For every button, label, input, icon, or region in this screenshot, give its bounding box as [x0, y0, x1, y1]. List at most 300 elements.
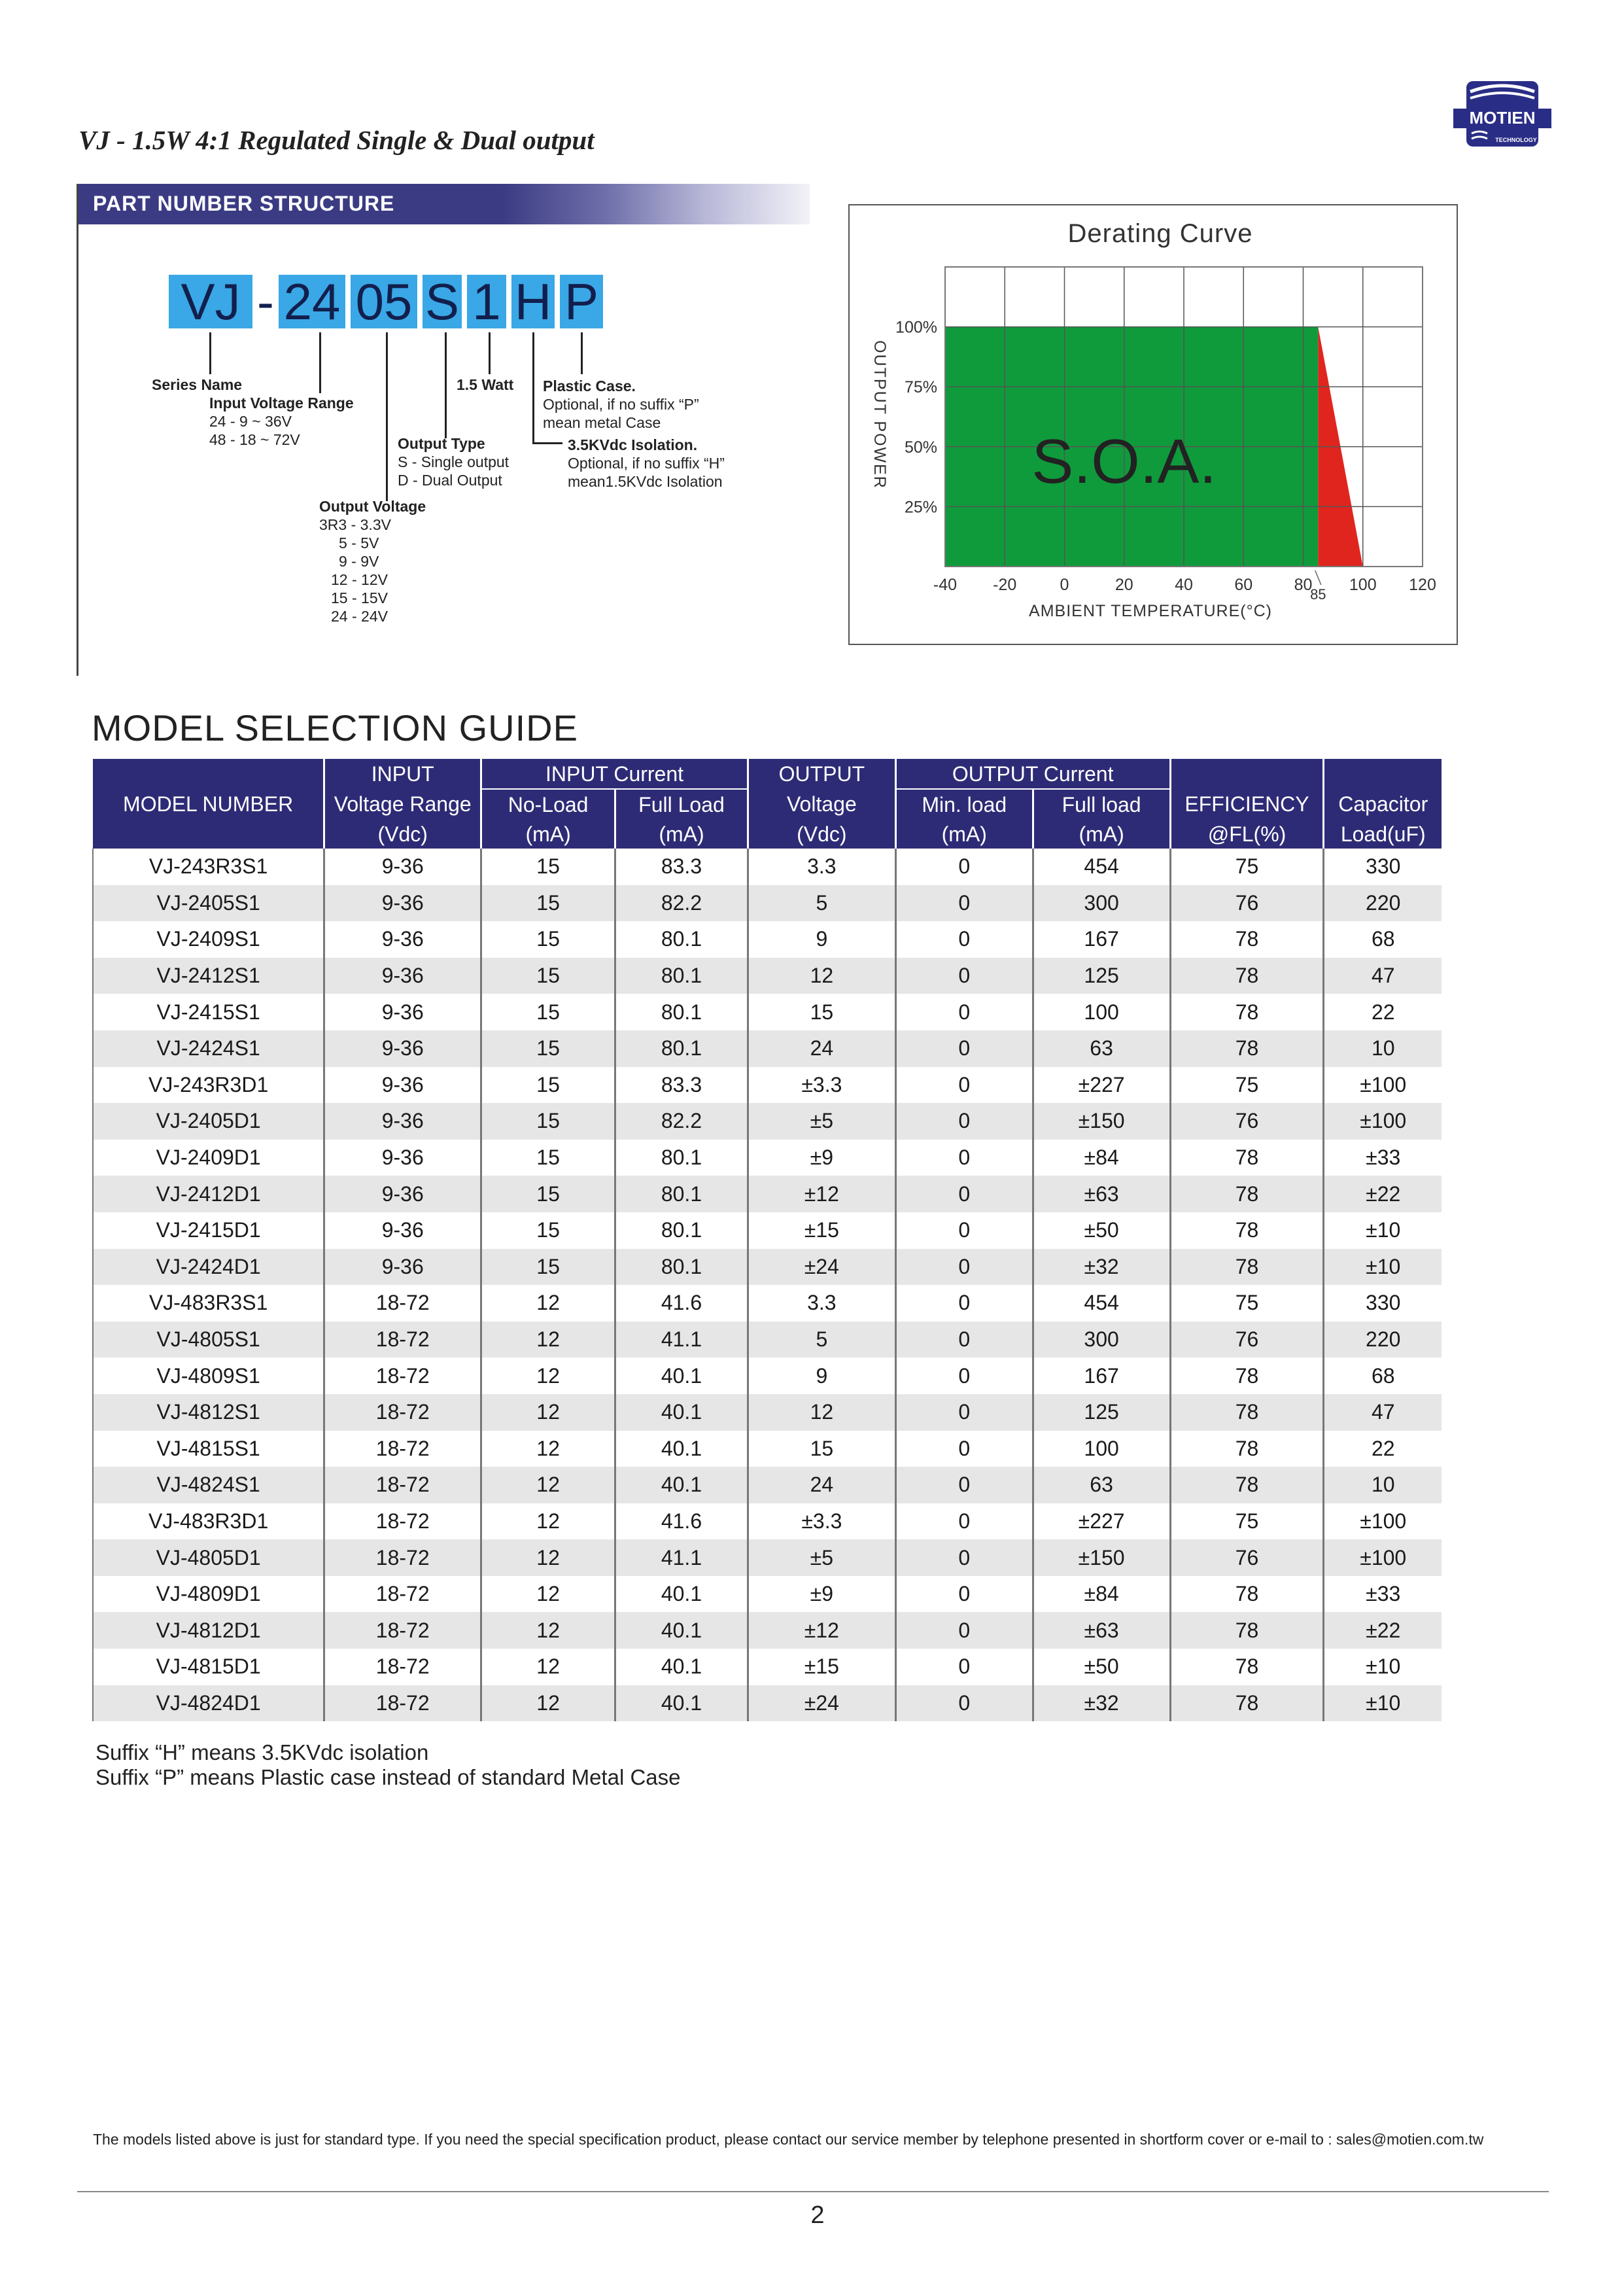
soa-annotation: S.O.A. [1031, 426, 1217, 497]
connector-isolation [532, 332, 534, 444]
cell-model: VJ-483R3S1 [93, 1285, 324, 1322]
cell-output-voltage: ±12 [748, 1612, 895, 1649]
table-row [93, 1539, 1442, 1576]
cell-model: VJ-4824S1 [93, 1467, 324, 1503]
table-row [93, 1576, 1442, 1613]
y-axis-ticks [895, 319, 937, 517]
header-input: INPUT [324, 759, 481, 789]
header-blank [93, 759, 324, 789]
header-output-unit: (Vdc) [748, 819, 895, 849]
cell-model: VJ-243R3D1 [93, 1067, 324, 1104]
cell-capacitor: ±10 [1324, 1212, 1442, 1249]
cell-fullload: 82.2 [615, 1103, 748, 1140]
cell-output-full-load: ±50 [1033, 1649, 1170, 1685]
header-ofull-unit: (mA) [1033, 819, 1170, 849]
cell-output-full-load: 63 [1033, 1467, 1170, 1503]
cell-model: VJ-2409D1 [93, 1140, 324, 1176]
cell-model: VJ-2415S1 [93, 994, 324, 1030]
cell-output-full-load: 300 [1033, 885, 1170, 922]
cell-model: VJ-4805S1 [93, 1322, 324, 1358]
model-table-body [93, 849, 1442, 1721]
cell-input-range: 9-36 [324, 1103, 481, 1140]
cell-capacitor: 68 [1324, 921, 1442, 958]
cell-input-range: 9-36 [324, 885, 481, 922]
cell-input-range: 9-36 [324, 1067, 481, 1104]
cell-efficiency: 78 [1170, 994, 1324, 1030]
cell-noload: 12 [481, 1503, 615, 1540]
cell-output-voltage: ±3.3 [748, 1067, 895, 1104]
cell-efficiency: 78 [1170, 1140, 1324, 1176]
cell-min-load: 0 [895, 921, 1033, 958]
x-tick-label: 60 [1234, 576, 1253, 594]
cell-output-voltage: 5 [748, 885, 895, 922]
cell-min-load: 0 [895, 1358, 1033, 1394]
connector-input [319, 332, 321, 393]
cell-model: VJ-4815D1 [93, 1649, 324, 1685]
header-noload-unit: (mA) [481, 819, 615, 849]
header-input-current: INPUT Current [481, 759, 748, 789]
header-output-full-load: Full load [1033, 789, 1170, 819]
cell-noload: 12 [481, 1431, 615, 1467]
x-tick-label: 85 [1310, 586, 1326, 603]
cell-noload: 15 [481, 1140, 615, 1176]
connector-series [209, 332, 211, 374]
cell-capacitor: ±22 [1324, 1612, 1442, 1649]
cell-output-voltage: 9 [748, 1358, 895, 1394]
cell-min-load: 0 [895, 1612, 1033, 1649]
cell-input-range: 9-36 [324, 1030, 481, 1067]
cell-capacitor: ±33 [1324, 1576, 1442, 1613]
table-row [93, 1212, 1442, 1249]
cell-model: VJ-2405S1 [93, 885, 324, 922]
derating-curve-chart [848, 204, 1458, 645]
cell-noload: 15 [481, 958, 615, 994]
cell-input-range: 18-72 [324, 1539, 481, 1576]
cell-output-voltage: ±5 [748, 1539, 895, 1576]
connector-isolation-arm [532, 442, 562, 444]
cell-output-full-load: 454 [1033, 1285, 1170, 1322]
cell-input-range: 9-36 [324, 1140, 481, 1176]
x-tick-label: 20 [1114, 576, 1133, 594]
cell-model: VJ-4824D1 [93, 1685, 324, 1722]
cell-fullload: 40.1 [615, 1431, 748, 1467]
cell-capacitor: 22 [1324, 994, 1442, 1030]
suffix-notes [95, 1740, 680, 1790]
cell-efficiency: 75 [1170, 1067, 1324, 1104]
cell-min-load: 0 [895, 1467, 1033, 1503]
cell-noload: 12 [481, 1576, 615, 1613]
cell-output-voltage: ±24 [748, 1685, 895, 1722]
cell-efficiency: 76 [1170, 1322, 1324, 1358]
cell-output-full-load: ±150 [1033, 1103, 1170, 1140]
cell-fullload: 80.1 [615, 1249, 748, 1286]
cell-fullload: 80.1 [615, 994, 748, 1030]
cell-fullload: 41.1 [615, 1539, 748, 1576]
header-efficiency: EFFICIENCY [1170, 789, 1324, 819]
table-row [93, 1467, 1442, 1503]
suffix-p-note: Suffix “P” means Plastic case instead of standard Metal Case [95, 1765, 681, 1789]
cell-output-full-load: 100 [1033, 994, 1170, 1030]
header-minload-unit: (mA) [895, 819, 1033, 849]
cell-fullload: 40.1 [615, 1358, 748, 1394]
cell-output-voltage: 12 [748, 958, 895, 994]
cell-efficiency: 75 [1170, 1503, 1324, 1540]
code-watt-1: 1 [467, 275, 506, 328]
header-cap-unit: Load(uF) [1324, 819, 1442, 849]
cell-output-full-load: ±32 [1033, 1249, 1170, 1286]
cell-model: VJ-4812D1 [93, 1612, 324, 1649]
cell-min-load: 0 [895, 1431, 1033, 1467]
y-tick-label: 25% [904, 498, 937, 517]
cell-min-load: 0 [895, 1212, 1033, 1249]
cell-model: VJ-2415D1 [93, 1212, 324, 1249]
cell-fullload: 80.1 [615, 958, 748, 994]
chart-title: Derating Curve [1067, 219, 1253, 248]
cell-input-range: 9-36 [324, 1212, 481, 1249]
cell-noload: 12 [481, 1322, 615, 1358]
label-output-24: 24 - 24V [331, 608, 388, 625]
cell-min-load: 0 [895, 1285, 1033, 1322]
cell-input-range: 18-72 [324, 1322, 481, 1358]
header-output-current: OUTPUT Current [895, 759, 1170, 789]
label-output-type-d: D - Dual Output [398, 472, 502, 489]
cell-efficiency: 78 [1170, 1176, 1324, 1212]
cell-efficiency: 75 [1170, 1285, 1324, 1322]
label-output-3r3: 3R3 - 3.3V [319, 516, 391, 533]
header-fullload-unit: (mA) [615, 819, 748, 849]
motien-logo [1453, 77, 1551, 150]
cell-output-full-load: 454 [1033, 849, 1170, 885]
cell-min-load: 0 [895, 1539, 1033, 1576]
model-selection-table [92, 759, 1442, 1721]
cell-noload: 15 [481, 885, 615, 922]
code-series-vj: VJ [169, 275, 252, 328]
cell-min-load: 0 [895, 1067, 1033, 1104]
header-model-number: MODEL NUMBER [93, 789, 324, 819]
cell-fullload: 41.6 [615, 1503, 748, 1540]
cell-fullload: 41.6 [615, 1285, 748, 1322]
cell-model: VJ-4809S1 [93, 1358, 324, 1394]
cell-efficiency: 78 [1170, 1576, 1324, 1613]
header-capacitor: Capacitor [1324, 789, 1442, 819]
cell-output-full-load: ±32 [1033, 1685, 1170, 1722]
cell-fullload: 83.3 [615, 1067, 748, 1104]
page-number: 2 [810, 2201, 825, 2229]
x-tick-label: -40 [933, 576, 958, 594]
cell-efficiency: 78 [1170, 1467, 1324, 1503]
cell-noload: 12 [481, 1358, 615, 1394]
table-row [93, 885, 1442, 922]
header-blank-cap [1324, 759, 1442, 789]
cell-output-full-load: 100 [1033, 1431, 1170, 1467]
code-output-type-s: S [423, 275, 462, 328]
cell-noload: 15 [481, 921, 615, 958]
cell-model: VJ-2412D1 [93, 1176, 324, 1212]
x-tick-85-leader [1315, 570, 1321, 585]
cell-efficiency: 78 [1170, 1212, 1324, 1249]
x-tick-label: 80 [1294, 576, 1313, 594]
label-watt: 1.5 Watt [457, 376, 514, 393]
code-input-24: 24 [279, 275, 345, 328]
cell-capacitor: ±100 [1324, 1503, 1442, 1540]
cell-capacitor: 68 [1324, 1358, 1442, 1394]
cell-model: VJ-2424S1 [93, 1030, 324, 1067]
cell-input-range: 9-36 [324, 921, 481, 958]
cell-capacitor: 220 [1324, 1322, 1442, 1358]
cell-noload: 15 [481, 1030, 615, 1067]
cell-output-voltage: 15 [748, 1431, 895, 1467]
cell-noload: 15 [481, 849, 615, 885]
cell-output-full-load: ±84 [1033, 1140, 1170, 1176]
table-row [93, 1322, 1442, 1358]
cell-output-full-load: ±227 [1033, 1503, 1170, 1540]
cell-efficiency: 78 [1170, 1394, 1324, 1431]
cell-capacitor: ±33 [1324, 1140, 1442, 1176]
label-isolation-line2: mean1.5KVdc Isolation [568, 473, 723, 490]
cell-capacitor: ±100 [1324, 1067, 1442, 1104]
cell-capacitor: ±10 [1324, 1249, 1442, 1286]
cell-min-load: 0 [895, 1176, 1033, 1212]
cell-noload: 15 [481, 1176, 615, 1212]
cell-capacitor: ±10 [1324, 1685, 1442, 1722]
header-no-load: No-Load [481, 789, 615, 819]
cell-fullload: 83.3 [615, 849, 748, 885]
cell-input-range: 18-72 [324, 1612, 481, 1649]
cell-input-range: 9-36 [324, 1176, 481, 1212]
label-output-type: Output Type [398, 435, 485, 452]
cell-min-load: 0 [895, 958, 1033, 994]
table-row [93, 1176, 1442, 1212]
cell-min-load: 0 [895, 885, 1033, 922]
header-eff-unit: @FL(%) [1170, 819, 1324, 849]
cell-fullload: 80.1 [615, 1176, 748, 1212]
label-output-12: 12 - 12V [331, 571, 388, 588]
cell-output-full-load: 63 [1033, 1030, 1170, 1067]
model-selection-guide-title: MODEL SELECTION GUIDE [92, 707, 578, 748]
cell-noload: 15 [481, 994, 615, 1030]
cell-min-load: 0 [895, 1030, 1033, 1067]
cell-input-range: 9-36 [324, 1249, 481, 1286]
cell-fullload: 40.1 [615, 1467, 748, 1503]
svg-text:TECHNOLOGY: TECHNOLOGY [1495, 137, 1537, 143]
label-series-name: Series Name [152, 376, 243, 393]
cell-noload: 15 [481, 1212, 615, 1249]
cell-output-voltage: 12 [748, 1394, 895, 1431]
cell-model: VJ-4809D1 [93, 1576, 324, 1613]
cell-noload: 12 [481, 1467, 615, 1503]
cell-efficiency: 78 [1170, 921, 1324, 958]
connector-output-voltage [386, 332, 388, 501]
connector-output-type [445, 332, 447, 438]
label-output-9: 9 - 9V [339, 553, 379, 570]
code-dash: - [257, 273, 274, 330]
cell-capacitor: 330 [1324, 849, 1442, 885]
cell-efficiency: 78 [1170, 1612, 1324, 1649]
label-plastic-case-line2: mean metal Case [543, 414, 661, 431]
cell-fullload: 40.1 [615, 1685, 748, 1722]
cell-fullload: 80.1 [615, 1030, 748, 1067]
cell-min-load: 0 [895, 1249, 1033, 1286]
cell-noload: 12 [481, 1649, 615, 1685]
x-tick-label: -20 [993, 576, 1017, 594]
cell-noload: 15 [481, 1067, 615, 1104]
label-isolation-line1: Optional, if no suffix “H” [568, 455, 725, 472]
cell-capacitor: 47 [1324, 1394, 1442, 1431]
cell-capacitor: 10 [1324, 1030, 1442, 1067]
cell-model: VJ-243R3S1 [93, 849, 324, 885]
cell-min-load: 0 [895, 994, 1033, 1030]
cell-fullload: 40.1 [615, 1612, 748, 1649]
table-row [93, 1394, 1442, 1431]
table-row [93, 1067, 1442, 1104]
x-axis-label: AMBIENT TEMPERATURE(°C) [1029, 602, 1272, 620]
cell-noload: 12 [481, 1539, 615, 1576]
table-row [93, 1103, 1442, 1140]
cell-output-voltage: 3.3 [748, 849, 895, 885]
cell-efficiency: 78 [1170, 1649, 1324, 1685]
cell-input-range: 9-36 [324, 849, 481, 885]
cell-capacitor: ±22 [1324, 1176, 1442, 1212]
connector-plastic [581, 332, 583, 374]
header-voltage-range: Voltage Range [324, 789, 481, 819]
cell-output-voltage: ±15 [748, 1649, 895, 1685]
cell-input-range: 18-72 [324, 1576, 481, 1613]
cell-min-load: 0 [895, 849, 1033, 885]
cell-noload: 12 [481, 1394, 615, 1431]
cell-output-voltage: 3.3 [748, 1285, 895, 1322]
cell-model: VJ-4815S1 [93, 1431, 324, 1467]
header-output-voltage: Voltage [748, 789, 895, 819]
cell-input-range: 18-72 [324, 1649, 481, 1685]
cell-input-range: 18-72 [324, 1503, 481, 1540]
header-min-load: Min. load [895, 789, 1033, 819]
svg-text:MOTIEN: MOTIEN [1469, 108, 1536, 128]
cell-output-full-load: ±150 [1033, 1539, 1170, 1576]
header-output: OUTPUT [748, 759, 895, 789]
cell-input-range: 9-36 [324, 958, 481, 994]
cell-output-full-load: ±227 [1033, 1067, 1170, 1104]
cell-output-voltage: ±15 [748, 1212, 895, 1249]
cell-efficiency: 76 [1170, 1103, 1324, 1140]
cell-output-voltage: ±5 [748, 1103, 895, 1140]
header-input-unit: (Vdc) [324, 819, 481, 849]
cell-min-load: 0 [895, 1503, 1033, 1540]
label-input-24: 24 - 9 ~ 36V [209, 413, 292, 430]
y-axis-label: OUTPUT POWER [871, 340, 889, 489]
cell-efficiency: 78 [1170, 1431, 1324, 1467]
cell-input-range: 9-36 [324, 994, 481, 1030]
cell-input-range: 18-72 [324, 1431, 481, 1467]
label-input-voltage-range: Input Voltage Range [209, 394, 354, 412]
cell-output-voltage: 24 [748, 1467, 895, 1503]
part-number-section-label: PART NUMBER STRUCTURE [93, 192, 395, 215]
header-blank-unit [93, 819, 324, 849]
cell-noload: 12 [481, 1285, 615, 1322]
cell-fullload: 40.1 [615, 1394, 748, 1431]
x-tick-label: 0 [1060, 576, 1069, 594]
cell-model: VJ-2424D1 [93, 1249, 324, 1286]
cell-output-voltage: ±9 [748, 1576, 895, 1613]
cell-efficiency: 76 [1170, 885, 1324, 922]
cell-output-full-load: ±63 [1033, 1612, 1170, 1649]
label-output-5: 5 - 5V [339, 534, 379, 552]
cell-output-voltage: ±24 [748, 1249, 895, 1286]
table-row [93, 1030, 1442, 1067]
cell-model: VJ-2409S1 [93, 921, 324, 958]
header-blank-eff [1170, 759, 1324, 789]
cell-model: VJ-2412S1 [93, 958, 324, 994]
x-tick-label: 40 [1175, 576, 1193, 594]
cell-capacitor: ±10 [1324, 1649, 1442, 1685]
cell-capacitor: ±100 [1324, 1539, 1442, 1576]
cell-output-full-load: ±63 [1033, 1176, 1170, 1212]
code-output-05: 05 [351, 275, 417, 328]
cell-noload: 15 [481, 1249, 615, 1286]
footer-note: The models listed above is just for standard type. If you need the special specification product, please contact our service member by telephone presented in shortform cover or e-mail to : sales@motien.com.tw [93, 2131, 1484, 2148]
cell-min-load: 0 [895, 1140, 1033, 1176]
label-output-voltage: Output Voltage [319, 498, 426, 515]
cell-input-range: 18-72 [324, 1285, 481, 1322]
cell-noload: 12 [481, 1685, 615, 1722]
cell-output-voltage: 15 [748, 994, 895, 1030]
cell-min-load: 0 [895, 1394, 1033, 1431]
cell-output-voltage: 9 [748, 921, 895, 958]
table-row [93, 1249, 1442, 1286]
table-row [93, 958, 1442, 994]
footer-divider [77, 2191, 1549, 2192]
cell-output-voltage: 24 [748, 1030, 895, 1067]
label-input-48: 48 - 18 ~ 72V [209, 431, 300, 448]
cell-min-load: 0 [895, 1649, 1033, 1685]
cell-model: VJ-4805D1 [93, 1539, 324, 1576]
cell-capacitor: 10 [1324, 1467, 1442, 1503]
y-tick-label: 75% [904, 378, 937, 397]
cell-output-full-load: 300 [1033, 1322, 1170, 1358]
cell-output-full-load: 167 [1033, 1358, 1170, 1394]
code-plastic-p: P [560, 275, 603, 328]
header-full-load: Full Load [615, 789, 748, 819]
cell-capacitor: 220 [1324, 885, 1442, 922]
cell-input-range: 18-72 [324, 1685, 481, 1722]
y-tick-label: 100% [895, 318, 937, 337]
table-row [93, 1685, 1442, 1722]
table-row [93, 994, 1442, 1030]
label-output-15: 15 - 15V [331, 589, 388, 606]
cell-fullload: 40.1 [615, 1576, 748, 1613]
cell-model: VJ-483R3D1 [93, 1503, 324, 1540]
table-row [93, 1358, 1442, 1394]
cell-output-voltage: ±3.3 [748, 1503, 895, 1540]
cell-efficiency: 78 [1170, 1685, 1324, 1722]
cell-output-full-load: ±84 [1033, 1576, 1170, 1613]
label-isolation: 3.5KVdc Isolation. [568, 436, 698, 453]
table-row [93, 921, 1442, 958]
cell-fullload: 40.1 [615, 1649, 748, 1685]
cell-fullload: 80.1 [615, 1212, 748, 1249]
x-tick-label: 100 [1349, 576, 1377, 594]
cell-capacitor: 47 [1324, 958, 1442, 994]
cell-min-load: 0 [895, 1576, 1033, 1613]
cell-output-voltage: ±12 [748, 1176, 895, 1212]
cell-fullload: 82.2 [615, 885, 748, 922]
table-row [93, 1285, 1442, 1322]
table-row [93, 849, 1442, 885]
table-row [93, 1612, 1442, 1649]
y-tick-label: 50% [904, 438, 937, 457]
cell-output-full-load: 125 [1033, 958, 1170, 994]
cell-output-full-load: 167 [1033, 921, 1170, 958]
cell-input-range: 18-72 [324, 1358, 481, 1394]
